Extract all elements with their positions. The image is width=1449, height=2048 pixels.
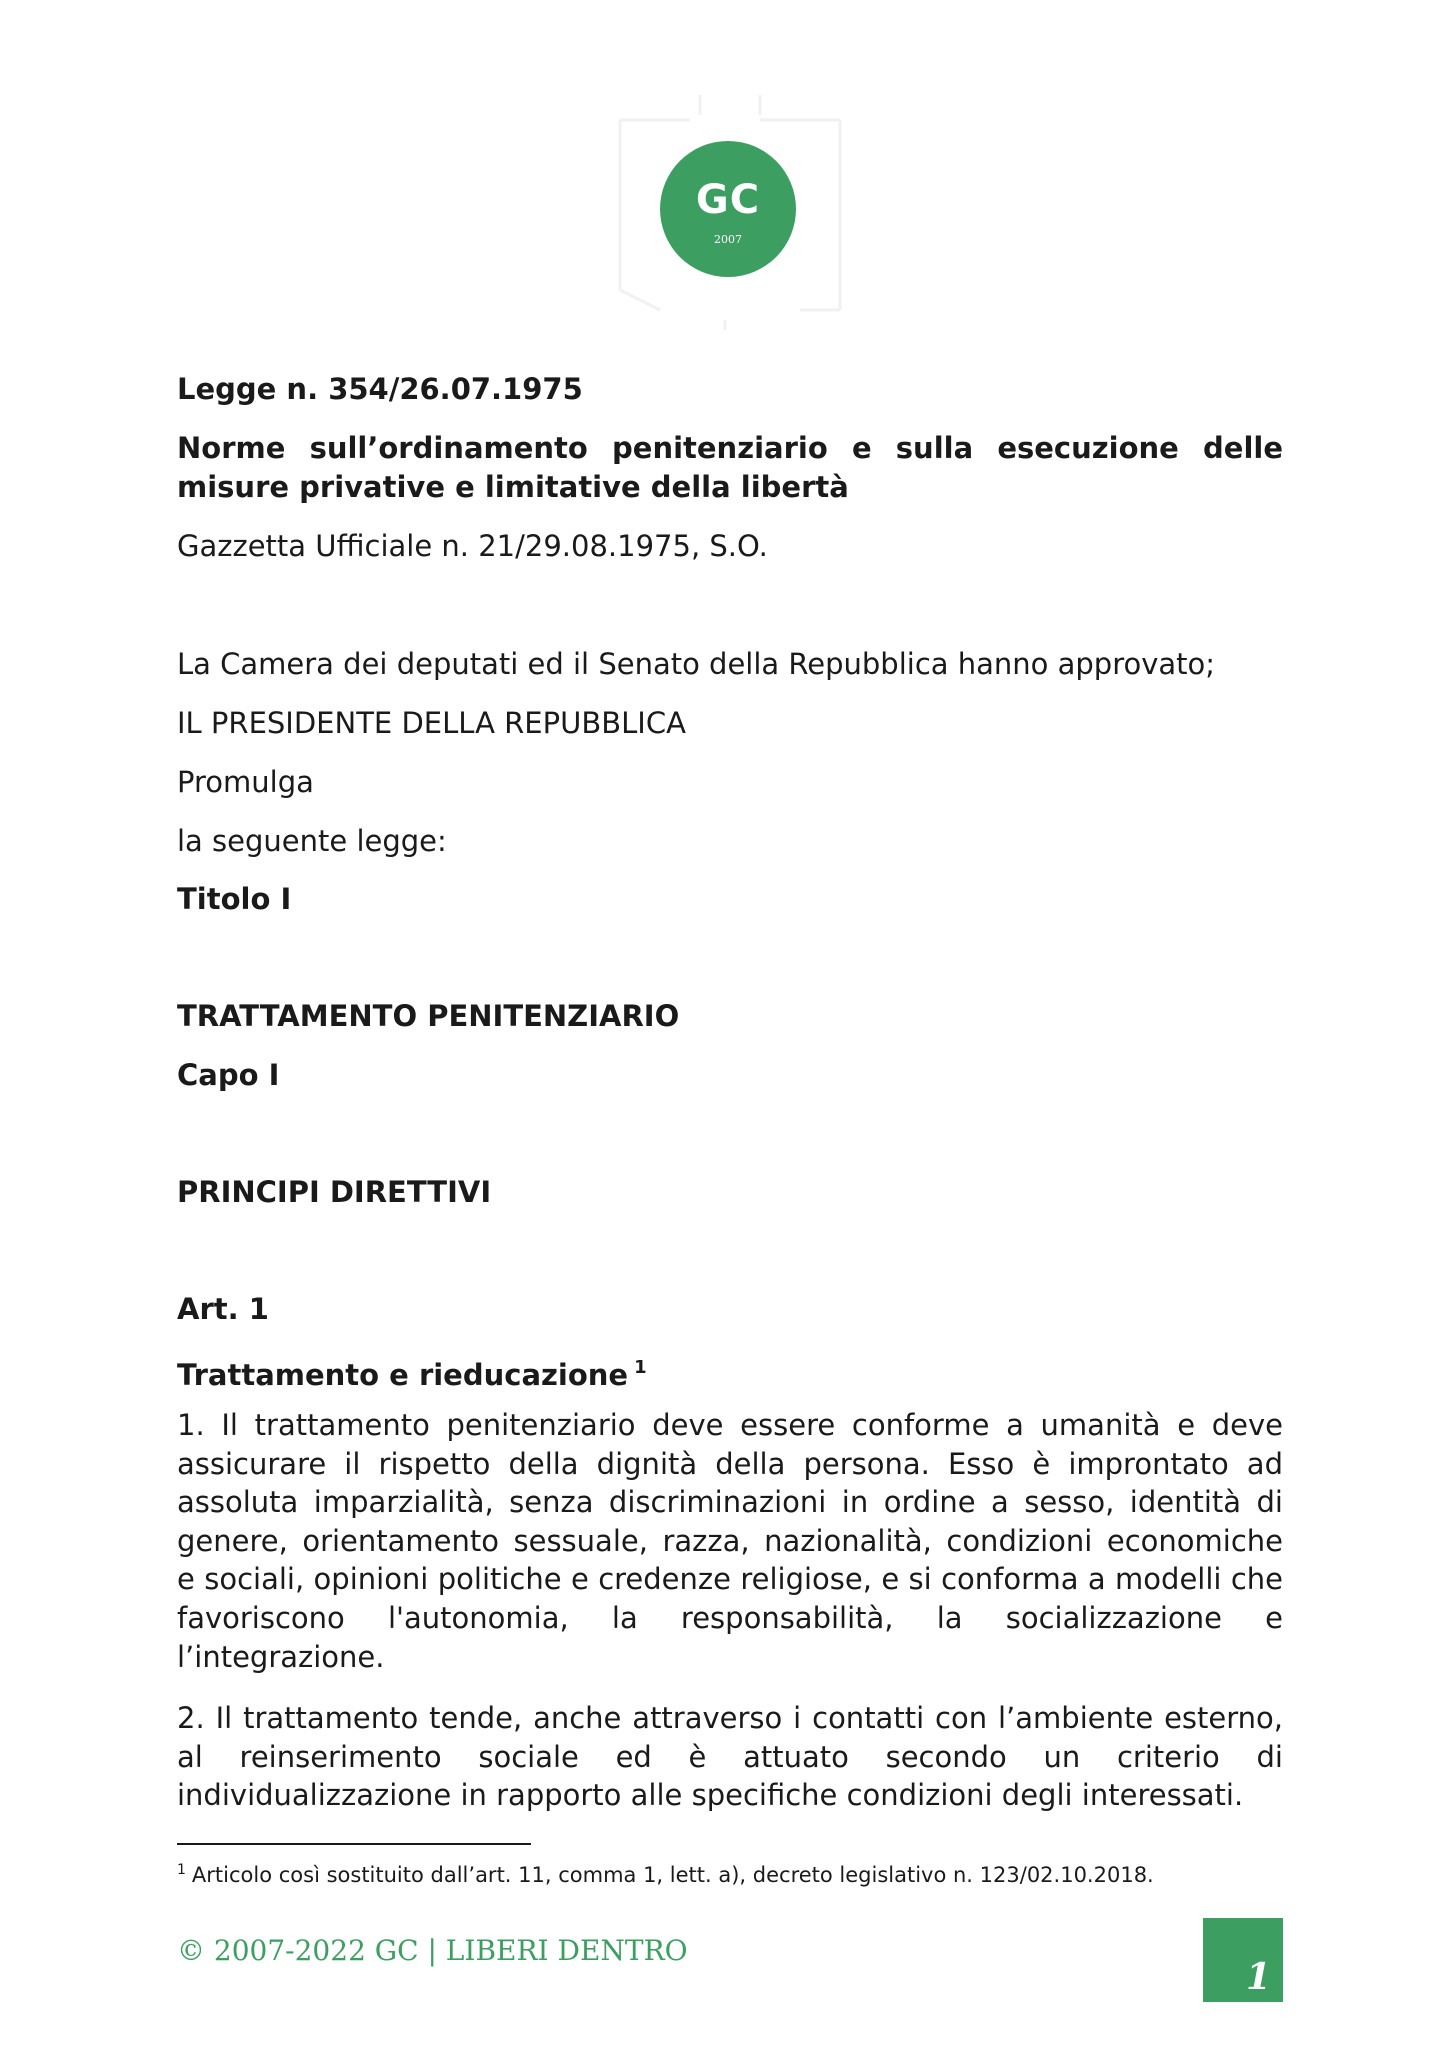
law-title-line: misure privative e limitative della libertà <box>177 469 849 504</box>
following-law-text: la seguente legge: <box>177 824 447 858</box>
article-title-text: Trattamento e rieducazione <box>177 1358 629 1392</box>
capo-heading: PRINCIPI DIRETTIVI <box>177 1175 492 1209</box>
footnote-mark: 1 <box>177 1862 186 1878</box>
paragraph-line: e sociali, opinioni politiche e credenze religiose, e si conforma a modelli che <box>177 1562 1283 1597</box>
paragraph-line: assicurare il rispetto della dignità della persona. Esso è improntato ad <box>177 1446 1283 1481</box>
paragraph-line: 1. Il trattamento penitenziario deve essere conforme a umanità e deve <box>177 1408 1283 1442</box>
article-paragraph-1 <box>177 1406 1283 1676</box>
article-number: Art. 1 <box>177 1292 269 1326</box>
footer-copyright: © 2007-2022 GC | LIBERI DENTRO <box>177 1934 688 1967</box>
gazette-reference: Gazzetta Ufficiale n. 21/29.08.1975, S.O. <box>177 529 768 563</box>
footnote-text: Articolo così sostituito dall’art. 11, comma 1, lett. a), decreto legislativo n. 123/02.10.2018. <box>191 1863 1154 1887</box>
logo-initials: GC <box>695 177 761 223</box>
page-number-box <box>1203 1918 1283 2002</box>
paragraph-line: 2. Il trattamento tende, anche attraverso i contatti con l’ambiente esterno, <box>177 1701 1283 1735</box>
footnote <box>177 1855 1154 1890</box>
gc-logo <box>660 141 796 277</box>
page-number: 1 <box>1245 1956 1271 1998</box>
footnote-reference[interactable]: 1 <box>634 1357 647 1378</box>
paragraph-line: l’integrazione. <box>177 1639 385 1674</box>
law-title-line: Norme sull’ordinamento penitenziario e sulla esecuzione delle <box>177 431 1283 465</box>
titolo-label: Titolo I <box>177 882 292 916</box>
article-title <box>177 1349 1283 1394</box>
president-text: IL PRESIDENTE DELLA REPUBBLICA <box>177 706 686 740</box>
approval-text: La Camera dei deputati ed il Senato della Repubblica hanno approvato; <box>177 647 1216 681</box>
footnote-separator <box>177 1843 531 1845</box>
promulga-text: Promulga <box>177 765 314 799</box>
logo-year: 2007 <box>714 233 742 246</box>
law-title <box>177 429 1283 506</box>
logo-circle <box>660 141 796 277</box>
law-number: Legge n. 354/26.07.1975 <box>177 372 583 406</box>
capo-label: Capo I <box>177 1058 280 1092</box>
paragraph-line: favoriscono l'autonomia, la responsabilità, la socializzazione e <box>177 1600 1283 1635</box>
titolo-heading: TRATTAMENTO PENITENZIARIO <box>177 999 680 1033</box>
paragraph-line: genere, orientamento sessuale, razza, nazionalità, condizioni economiche <box>177 1523 1283 1558</box>
article-paragraph-2 <box>177 1699 1283 1815</box>
paragraph-line: al reinserimento sociale ed è attuato secondo un criterio di <box>177 1739 1283 1774</box>
paragraph-line: assoluta imparzialità, senza discriminazioni in ordine a sesso, identità di <box>177 1485 1283 1520</box>
paragraph-line: individualizzazione in rapporto alle specifiche condizioni degli interessati. <box>177 1778 1244 1813</box>
